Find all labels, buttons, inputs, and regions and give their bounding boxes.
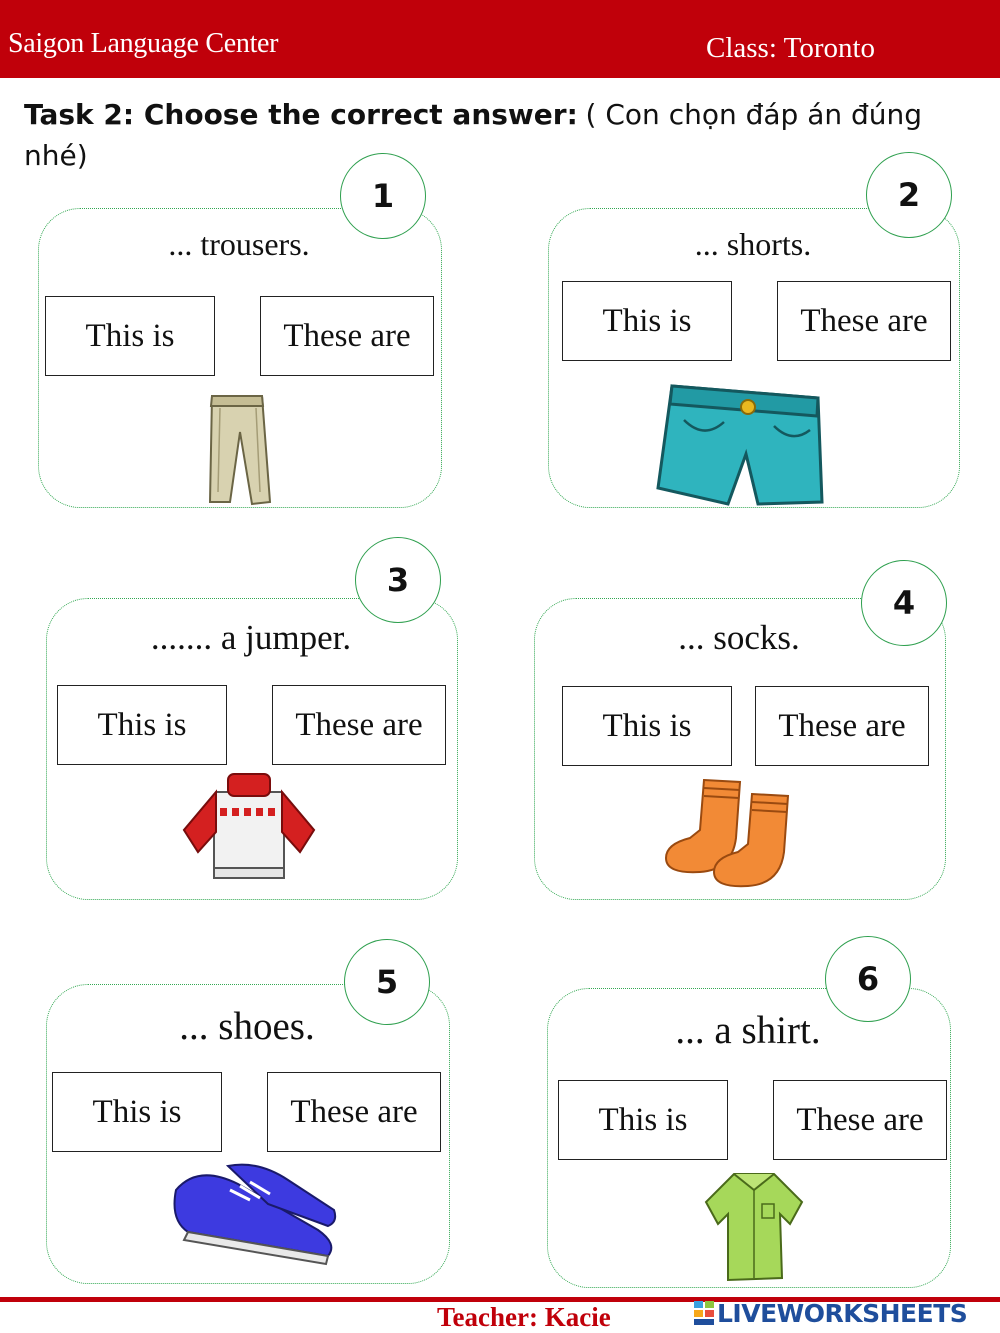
- question-prompt-3: ....... a jumper.: [150, 618, 352, 657]
- task-note: ( Con chọn đáp án đúng nhé): [24, 98, 923, 172]
- question-prompt-1: ... trousers.: [168, 226, 310, 262]
- question-number-6: 6: [825, 936, 911, 1022]
- socks-icon: [660, 774, 794, 890]
- option-these-are-5[interactable]: These are: [267, 1072, 441, 1152]
- shorts-icon: [654, 380, 826, 508]
- question-number-2: 2: [866, 152, 952, 238]
- header-bar: [0, 0, 1000, 78]
- trousers-icon: [200, 392, 278, 508]
- liveworksheets-text: LIVEWORKSHEETS: [717, 1298, 968, 1328]
- task-title: Task 2: Choose the correct answer:: [24, 98, 578, 131]
- liveworksheets-badge-icon: [693, 1300, 715, 1326]
- option-this-is-3[interactable]: This is: [57, 685, 227, 765]
- option-these-are-3[interactable]: These are: [272, 685, 446, 765]
- option-this-is-2[interactable]: This is: [562, 281, 732, 361]
- option-this-is-4[interactable]: This is: [562, 686, 732, 766]
- option-these-are-6[interactable]: These are: [773, 1080, 947, 1160]
- shirt-icon: [704, 1168, 804, 1284]
- option-these-are-1[interactable]: These are: [260, 296, 434, 376]
- option-this-is-6[interactable]: This is: [558, 1080, 728, 1160]
- school-name: Saigon Language Center: [8, 28, 279, 59]
- option-this-is-1[interactable]: This is: [45, 296, 215, 376]
- liveworksheets-logo: [693, 1298, 967, 1328]
- class-name: Class: Toronto: [706, 32, 876, 64]
- option-this-is-5[interactable]: This is: [52, 1072, 222, 1152]
- jumper-icon: [180, 772, 318, 884]
- task-instruction: [24, 94, 969, 176]
- question-prompt-6: ... a shirt.: [675, 1009, 821, 1052]
- question-number-1: 1: [340, 153, 426, 239]
- question-number-3: 3: [355, 537, 441, 623]
- question-prompt-2: ... shorts.: [694, 226, 812, 262]
- question-number-4: 4: [861, 560, 947, 646]
- option-these-are-2[interactable]: These are: [777, 281, 951, 361]
- shoes-icon: [168, 1160, 338, 1270]
- option-these-are-4[interactable]: These are: [755, 686, 929, 766]
- question-prompt-4: ... socks.: [678, 618, 800, 657]
- teacher-name: Teacher: Kacie: [437, 1302, 611, 1332]
- question-prompt-5: ... shoes.: [179, 1005, 315, 1048]
- question-number-5: 5: [344, 939, 430, 1025]
